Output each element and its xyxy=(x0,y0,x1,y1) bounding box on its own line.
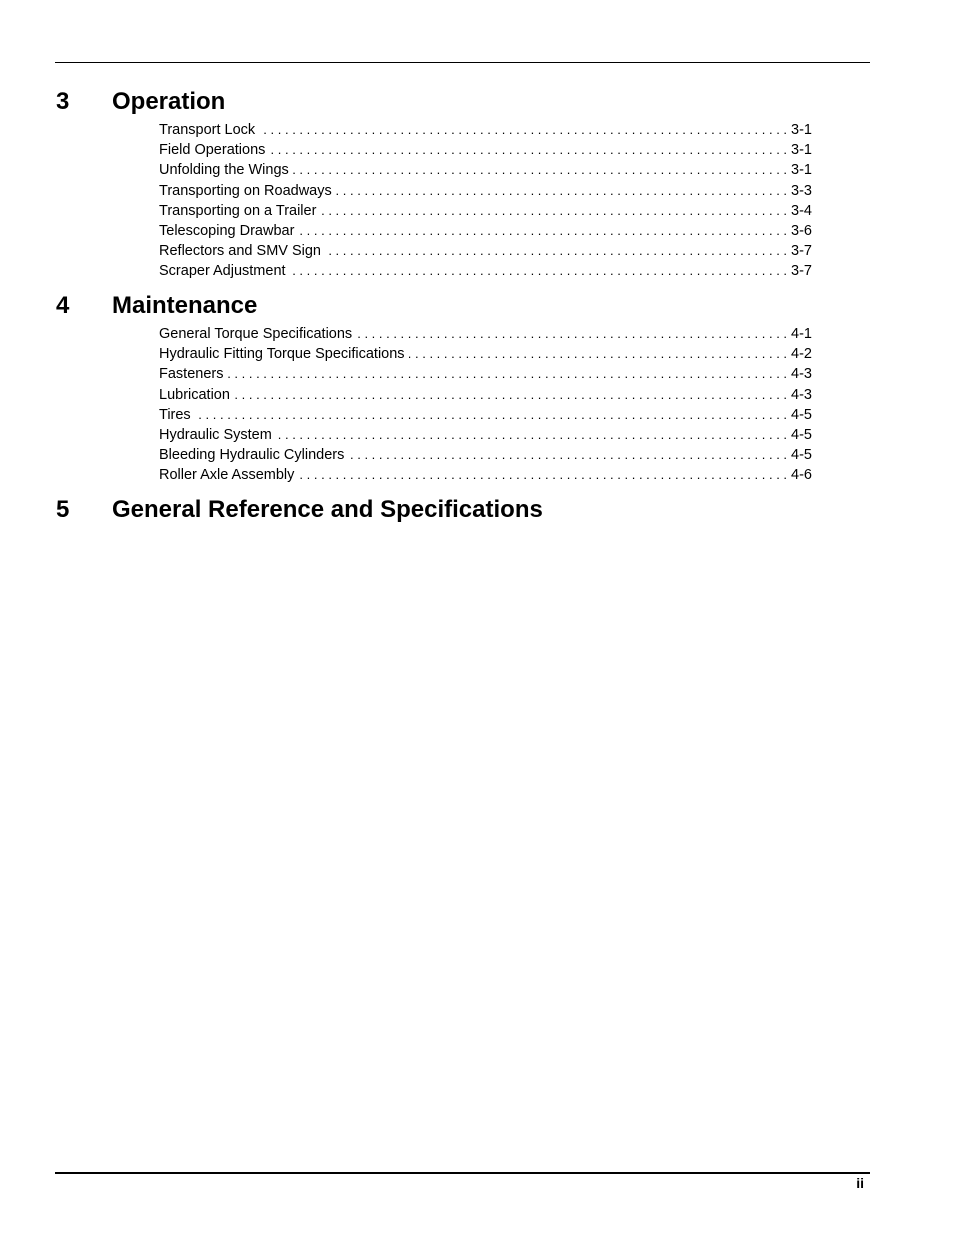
toc-entry[interactable] xyxy=(159,465,812,485)
toc-entry[interactable] xyxy=(159,324,812,344)
toc-entry-page: 3-6 xyxy=(791,222,812,239)
toc-entry-title: Hydraulic Fitting Torque Specifications xyxy=(159,346,405,363)
toc-entry-title: Transport Lock xyxy=(159,122,256,138)
toc-entry-page: 4-3 xyxy=(791,366,812,383)
toc-entry[interactable] xyxy=(159,261,812,281)
toc-entry-page: 3-1 xyxy=(791,142,812,159)
section-title: Operation xyxy=(112,88,226,115)
dot-leader xyxy=(336,181,787,201)
dot-leader xyxy=(276,425,787,445)
toc-entry[interactable] xyxy=(159,120,812,140)
toc-entry-title: General Torque Specifications xyxy=(159,326,353,342)
toc-entry-page: 3-1 xyxy=(791,162,812,179)
toc-entry-page: 4-5 xyxy=(791,426,812,443)
dot-leader xyxy=(409,344,787,364)
dot-leader xyxy=(290,261,787,281)
toc-entry-page: 3-4 xyxy=(791,202,812,219)
dot-leader xyxy=(234,385,787,405)
toc-entry-page: 4-3 xyxy=(791,386,812,403)
toc-entry[interactable] xyxy=(159,425,812,445)
toc-entry-page: 3-3 xyxy=(791,182,812,199)
toc-entry-title: Bleeding Hydraulic Cylinders xyxy=(159,447,345,464)
dot-leader xyxy=(356,324,787,344)
section-heading xyxy=(0,87,954,117)
toc-entry[interactable] xyxy=(159,140,812,160)
toc-entry-title: Lubrication xyxy=(159,386,230,403)
section-number: 3 xyxy=(56,88,70,115)
toc-entry-page: 4-5 xyxy=(791,447,812,464)
toc-entry-title: Telescoping Drawbar xyxy=(159,222,295,239)
toc-entry-list xyxy=(159,324,812,486)
section-heading xyxy=(0,291,954,321)
toc-section-maintenance xyxy=(0,291,954,486)
dot-leader xyxy=(269,140,787,160)
section-number: 5 xyxy=(56,496,70,523)
toc-entry[interactable] xyxy=(159,181,812,201)
toc-section-operation xyxy=(0,87,954,282)
section-heading xyxy=(0,495,954,525)
dot-leader xyxy=(259,120,787,140)
toc-entry-title: Tires xyxy=(159,406,191,423)
page-number: ii xyxy=(856,1175,864,1191)
toc-entry-title: Transporting on a Trailer xyxy=(159,202,317,219)
toc-entry[interactable] xyxy=(159,385,812,405)
header-rule xyxy=(55,62,870,63)
toc-entry-title: Reflectors and SMV Sign xyxy=(159,243,321,260)
toc-entry[interactable] xyxy=(159,344,812,364)
toc-entry-title: Hydraulic System xyxy=(159,426,272,443)
dot-leader xyxy=(348,445,787,465)
dot-leader xyxy=(298,465,787,485)
toc-entry-title: Scraper Adjustment xyxy=(159,263,286,280)
dot-leader xyxy=(293,160,787,180)
dot-leader xyxy=(227,364,787,384)
toc-entry-page: 4-1 xyxy=(791,326,812,342)
toc-entry-title: Roller Axle Assembly xyxy=(159,467,295,484)
toc-entry[interactable] xyxy=(159,241,812,261)
toc-entry[interactable] xyxy=(159,160,812,180)
toc-entry-list xyxy=(159,120,812,282)
toc-entry-title: Fasteners xyxy=(159,366,224,383)
toc-entry[interactable] xyxy=(159,201,812,221)
section-number: 4 xyxy=(56,292,70,319)
dot-leader xyxy=(195,405,787,425)
dot-leader xyxy=(325,241,787,261)
toc-entry[interactable] xyxy=(159,364,812,384)
toc-entry-page: 4-5 xyxy=(791,406,812,423)
toc-entry[interactable] xyxy=(159,405,812,425)
toc-entry-page: 4-2 xyxy=(791,346,812,363)
toc-entry-title: Unfolding the Wings xyxy=(159,162,289,179)
toc-entry-page: 4-6 xyxy=(791,467,812,484)
footer-rule xyxy=(55,1172,870,1174)
section-title: General Reference and Specifications xyxy=(112,496,543,523)
toc-entry-title: Transporting on Roadways xyxy=(159,182,332,199)
toc-entry-page: 3-7 xyxy=(791,263,812,280)
dot-leader xyxy=(298,221,787,241)
section-title: Maintenance xyxy=(112,292,258,319)
toc-entry-page: 3-1 xyxy=(791,122,812,138)
toc-entry-title: Field Operations xyxy=(159,142,266,159)
toc-section-general-reference xyxy=(0,495,954,525)
toc-entry-page: 3-7 xyxy=(791,243,812,260)
toc-entry[interactable] xyxy=(159,221,812,241)
toc-entry[interactable] xyxy=(159,445,812,465)
dot-leader xyxy=(320,201,787,221)
